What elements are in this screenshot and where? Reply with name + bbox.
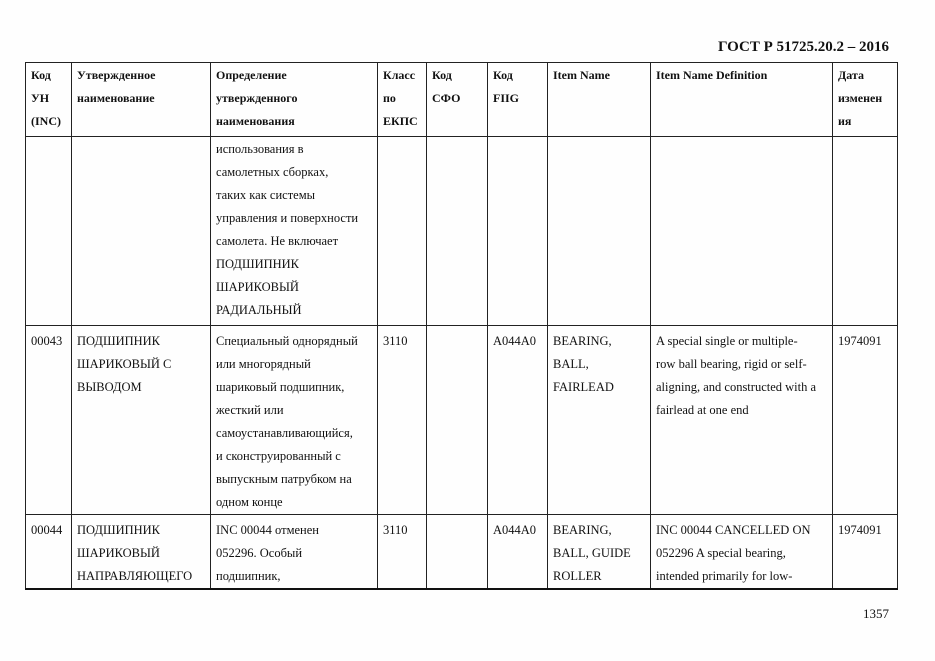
header-definition: Определение утвержденного наименования [211,63,378,137]
cell-item-definition: A special single or multiple- row ball bearing, rigid or self- aligning, and constructed with a fairlead at one end [651,326,833,515]
header-item-name: Item Name [548,63,651,137]
inc-table [25,62,898,590]
header-approved-name: Утвержденное наименование [72,63,211,137]
table-row [26,515,898,590]
table-row [26,326,898,515]
cell-approved-name: ПОДШИПНИК ШАРИКОВЫЙ С ВЫВОДОМ [72,326,211,515]
cell-item-name: BEARING, BALL, GUIDE ROLLER [548,515,651,590]
header-date: Дата изменен ия [833,63,898,137]
cell-sfo [427,515,488,590]
cell-class: 3110 [378,326,427,515]
cell-sfo [427,137,488,326]
cell-definition: INC 00044 отменен 052296. Особый подшипник, [211,515,378,590]
cell-class [378,137,427,326]
cell-date: 1974091 [833,515,898,590]
header-fiig: Код FIIG [488,63,548,137]
table-header-row [26,63,898,137]
cell-approved-name: ПОДШИПНИК ШАРИКОВЫЙ НАПРАВЛЯЮЩЕГО [72,515,211,590]
document-title: ГОСТ Р 51725.20.2 – 2016 [717,39,889,55]
header-sfo: Код СФО [427,63,488,137]
cell-fiig: A044A0 [488,326,548,515]
cell-item-definition: INC 00044 CANCELLED ON 052296 A special bearing, intended primarily for low- [651,515,833,590]
cell-date: 1974091 [833,326,898,515]
cell-class: 3110 [378,515,427,590]
cell-fiig [488,137,548,326]
table-row [26,137,898,326]
cell-code [26,137,72,326]
cell-item-name: BEARING, BALL, FAIRLEAD [548,326,651,515]
cell-item-name [548,137,651,326]
header-item-definition: Item Name Definition [651,63,833,137]
page-number: 1357 [863,606,889,621]
cell-code: 00044 [26,515,72,590]
cell-sfo [427,326,488,515]
header-class: Класс по ЕКПС [378,63,427,137]
cell-definition: Специальный однорядный или многорядный шариковый подшипник, жесткий или самоустанавливающийся, и сконструированный с выпускным патрубком на одном конце [211,326,378,515]
cell-code: 00043 [26,326,72,515]
cell-definition: использования в самолетных сборках, таких как системы управления и поверхности самолета. Не включает ПОДШИПНИК ШАРИКОВЫЙ РАДИАЛЬНЫЙ [211,137,378,326]
cell-date [833,137,898,326]
header-code: Код УН (INC) [26,63,72,137]
cell-approved-name [72,137,211,326]
cell-fiig: A044A0 [488,515,548,590]
cell-item-definition [651,137,833,326]
